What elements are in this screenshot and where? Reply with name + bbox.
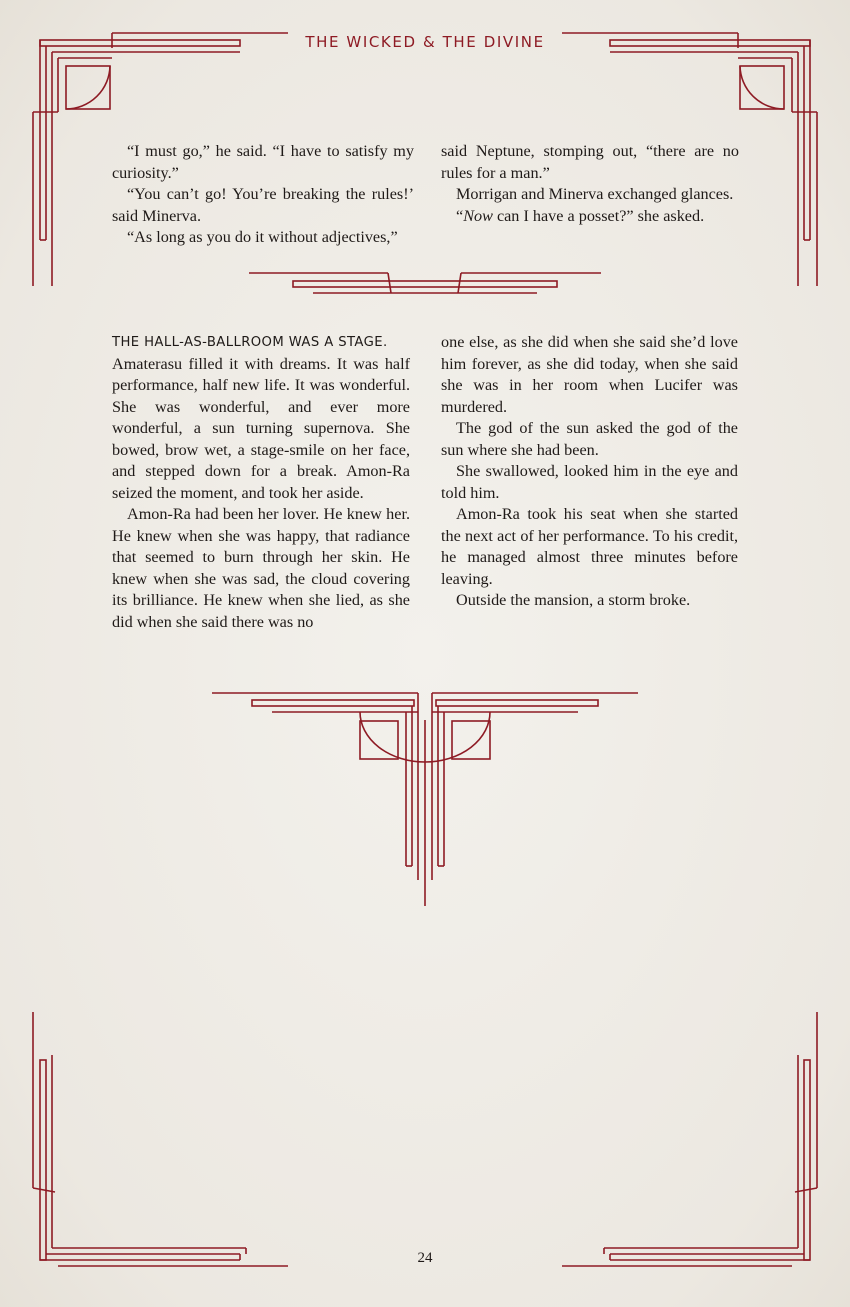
paragraph: “As long as you do it without adjectives,”: [127, 228, 398, 246]
paragraph: Amon-Ra had been her lover. He knew her. He knew when she was happy, that radiance that seemed to burn through her skin. He knew when she was sad, the cloud covering its brilliance. He knew when she lied, as she did when she said there was no: [112, 505, 410, 631]
paragraph: Morrigan and Minerva exchanged glances.: [456, 185, 734, 203]
paragraph: She swallowed, looked him in the eye and told him.: [441, 462, 738, 502]
paragraph: Amon-Ra took his seat when she started the next act of her performance. To his credit, he managed almost three minutes before leaving.: [441, 505, 738, 588]
italic-word: Now: [463, 206, 493, 225]
section-lead-in: THE HALL-AS-BALLROOM WAS A STAGE.: [112, 335, 388, 350]
section-divider-ornament: [249, 273, 601, 293]
paragraph: [112, 332, 410, 504]
paragraph: “I must go,” he said. “I have to satisfy my curiosity.”: [112, 142, 414, 182]
paragraph: Outside the mansion, a storm broke.: [456, 591, 691, 609]
bottom-right-text-column: [441, 332, 738, 612]
bottom-left-corner-ornament: [33, 1012, 288, 1266]
page-number: 24: [417, 1250, 433, 1266]
top-left-text-column: [112, 141, 414, 249]
bottom-left-text-column: [112, 332, 410, 633]
open-quote: “: [456, 206, 464, 225]
paragraph: [441, 206, 739, 228]
top-right-text-column: [441, 141, 739, 227]
paragraph: The god of the sun asked the god of the sun where she had been.: [441, 419, 738, 459]
bottom-right-corner-ornament: [562, 1012, 817, 1266]
running-header-title: THE WICKED & THE DIVINE: [305, 33, 545, 51]
paragraph-rest: can I have a posset?” she asked.: [492, 206, 705, 225]
paragraph: one else, as she did when she said she’d love him forever, as she did today, when she said she was in her room when Lucifer was murdered.: [441, 333, 738, 416]
paragraph-body: Amaterasu filled it with dreams. It was half performance, half new life. It was wonderful. She was wonderful, and ever more wonderful, a sun turning supernova. She bowed, brow wet, a stage-smile on her face, and stepped down for a break. Amon-Ra seized the moment, and took her aside.: [112, 354, 410, 502]
center-deco-ornament: [212, 693, 638, 906]
paragraph: said Neptune, stomping out, “there are no rules for a man.”: [441, 142, 739, 182]
paragraph: “You can’t go! You’re breaking the rules!’ said Minerva.: [112, 185, 414, 225]
